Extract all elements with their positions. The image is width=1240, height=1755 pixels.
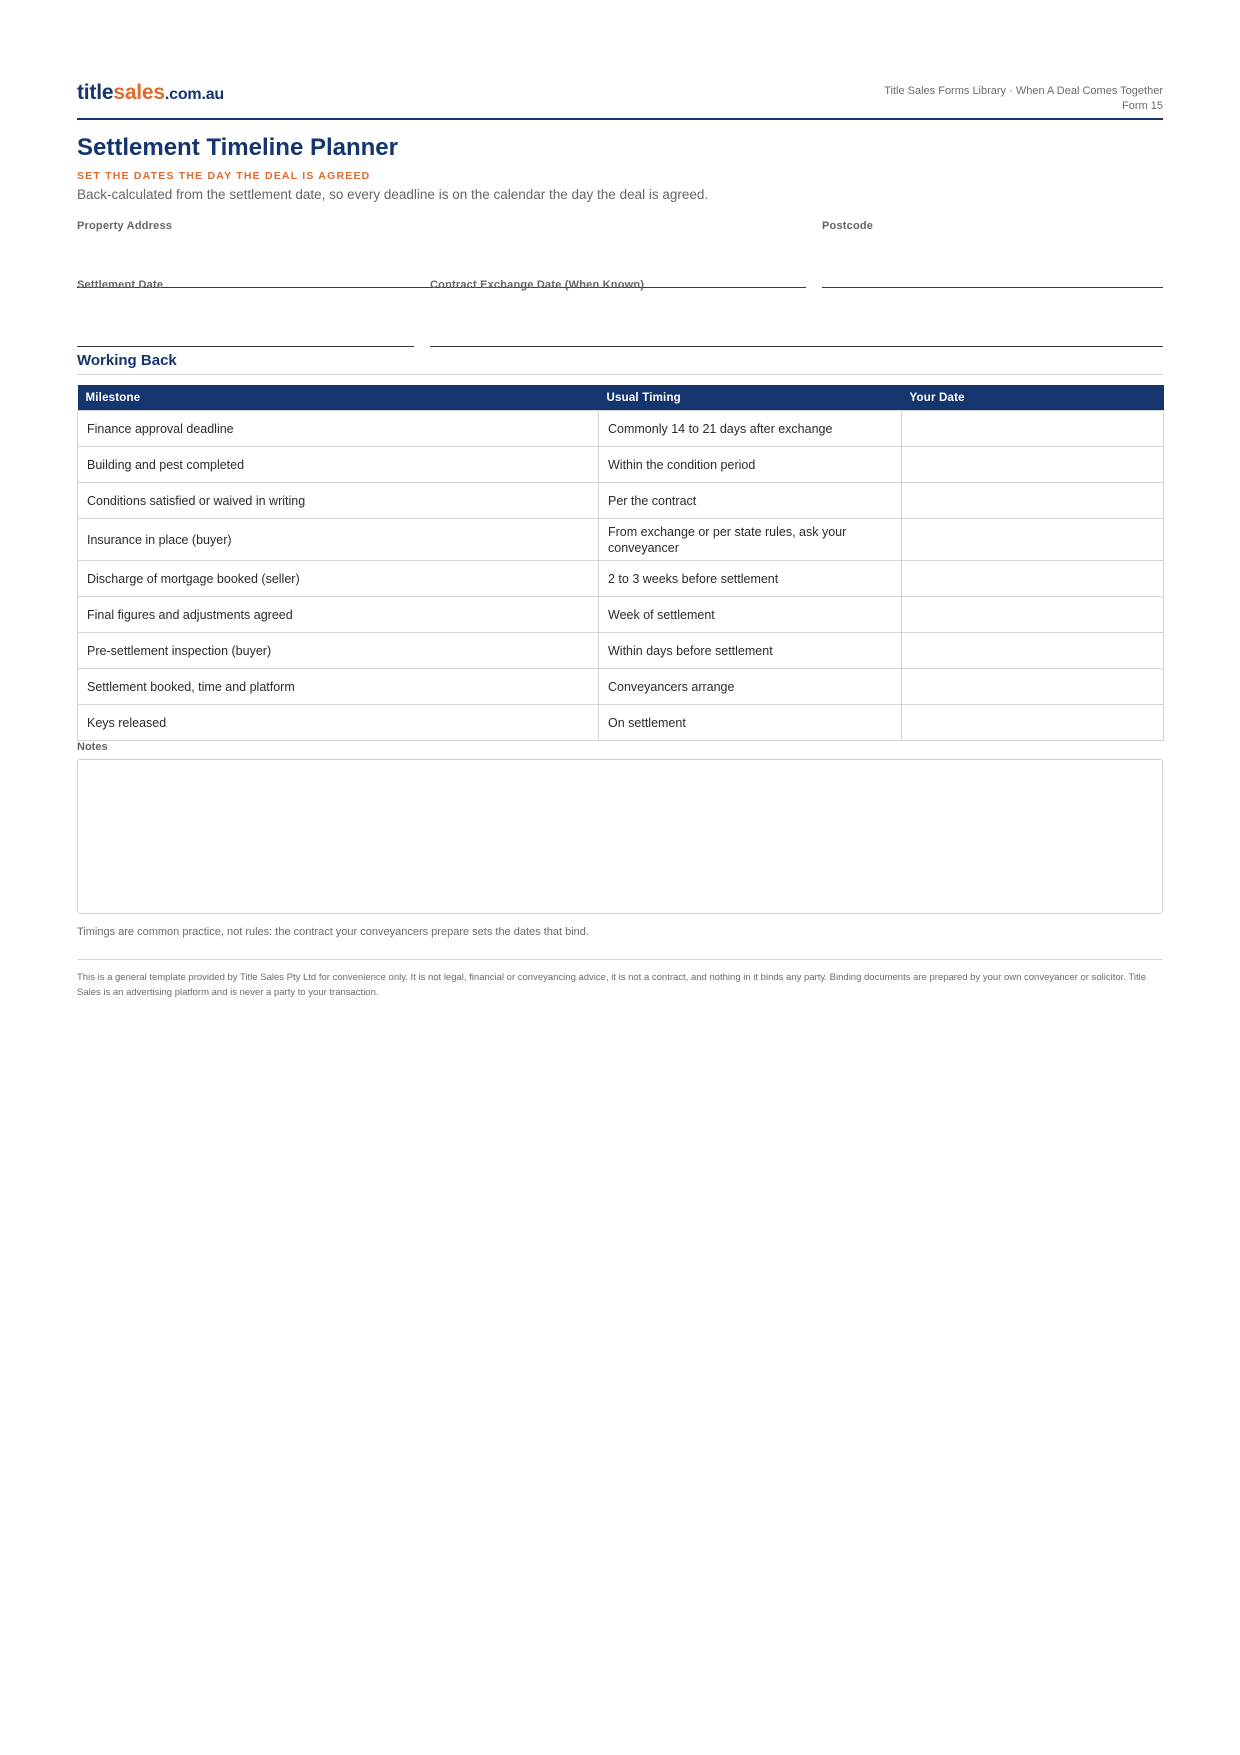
milestone-cell: Keys released — [78, 705, 599, 741]
milestone-cell: Settlement booked, time and platform — [78, 669, 599, 705]
table-row — [78, 597, 1164, 633]
timing-cell: Conveyancers arrange — [599, 669, 902, 705]
table-row — [78, 633, 1164, 669]
postcode-field — [822, 220, 1163, 232]
exchange-date-field — [430, 279, 1163, 291]
milestone-cell: Final figures and adjustments agreed — [78, 597, 599, 633]
timing-cell: Commonly 14 to 21 days after exchange — [599, 411, 902, 447]
timing-cell: Within days before settlement — [599, 633, 902, 669]
table-row — [78, 411, 1164, 447]
page-title: Settlement Timeline Planner — [77, 134, 398, 161]
timing-cell: Per the contract — [599, 483, 902, 519]
timing-cell: On settlement — [599, 705, 902, 741]
your-date-input[interactable] — [902, 704, 1167, 741]
page-header — [77, 78, 1163, 120]
forms-library-label: Title Sales Forms Library · When A Deal Comes Together — [884, 85, 1163, 97]
milestone-cell: Building and pest completed — [78, 447, 599, 483]
property-address-label: Property Address — [77, 220, 173, 232]
column-header-your-date: Your Date — [902, 385, 1164, 411]
header-meta — [884, 84, 1163, 114]
your-date-input[interactable] — [902, 410, 1167, 447]
milestone-cell: Discharge of mortgage booked (seller) — [78, 561, 599, 597]
your-date-cell — [902, 519, 1164, 561]
table-row — [78, 705, 1164, 741]
your-date-input[interactable] — [902, 482, 1167, 519]
form-number: Form 15 — [1122, 100, 1163, 112]
settlement-date-label: Settlement Date — [77, 279, 164, 291]
your-date-input[interactable] — [902, 668, 1167, 705]
page-subtitle: SET THE DATES THE DAY THE DEAL IS AGREED — [77, 170, 371, 182]
property-address-field — [77, 220, 806, 232]
milestone-cell: Finance approval deadline — [78, 411, 599, 447]
your-date-cell — [902, 483, 1164, 519]
your-date-cell — [902, 561, 1164, 597]
your-date-input[interactable] — [902, 518, 1167, 561]
brand-logo — [77, 81, 224, 105]
timing-cell: From exchange or per state rules, ask your conveyancer — [599, 519, 902, 561]
your-date-input[interactable] — [902, 632, 1167, 669]
your-date-cell — [902, 705, 1164, 741]
table-row — [78, 561, 1164, 597]
your-date-input[interactable] — [902, 560, 1167, 597]
table-header-row — [78, 385, 1164, 411]
your-date-cell — [902, 633, 1164, 669]
your-date-cell — [902, 411, 1164, 447]
milestone-cell: Pre-settlement inspection (buyer) — [78, 633, 599, 669]
column-header-timing: Usual Timing — [599, 385, 902, 411]
timeline-table — [77, 385, 1164, 741]
intro-text: Back-calculated from the settlement date, so every deadline is on the calendar the day the deal is agreed. — [77, 187, 709, 202]
timing-cell: Within the condition period — [599, 447, 902, 483]
milestone-cell: Insurance in place (buyer) — [78, 519, 599, 561]
disclaimer-text: This is a general template provided by Title Sales Pty Ltd for convenience only. It is not legal, financial or conveyancing advice, it is not a contract, and nothing in it binds any party. Binding documents are prepared by your own conveyancer or solicitor. Title Sales is an advertising platform and is never a party to your transaction. — [77, 959, 1163, 1000]
notes-textarea[interactable] — [77, 759, 1163, 914]
table-row — [78, 483, 1164, 519]
timing-cell: 2 to 3 weeks before settlement — [599, 561, 902, 597]
settlement-date-input[interactable] — [77, 324, 414, 347]
brand-logo-title: title — [77, 81, 114, 104]
brand-logo-sales: sales — [113, 81, 165, 104]
postcode-label: Postcode — [822, 220, 874, 232]
table-row — [78, 519, 1164, 561]
brand-logo-domain: .com.au — [164, 86, 224, 103]
section-title-working-back: Working Back — [77, 352, 1163, 375]
exchange-date-input[interactable] — [430, 324, 1163, 347]
notes-label: Notes — [77, 741, 108, 753]
timing-caveat: Timings are common practice, not rules: the contract your conveyancers prepare sets the dates that bind. — [77, 926, 589, 938]
exchange-date-label: Contract Exchange Date (When Known) — [430, 279, 645, 291]
your-date-cell — [902, 597, 1164, 633]
table-row — [78, 669, 1164, 705]
your-date-input[interactable] — [902, 446, 1167, 483]
your-date-cell — [902, 447, 1164, 483]
timing-cell: Week of settlement — [599, 597, 902, 633]
milestone-cell: Conditions satisfied or waived in writing — [78, 483, 599, 519]
your-date-cell — [902, 669, 1164, 705]
settlement-date-field — [77, 279, 414, 291]
table-row — [78, 447, 1164, 483]
your-date-input[interactable] — [902, 596, 1167, 633]
column-header-milestone: Milestone — [78, 385, 599, 411]
